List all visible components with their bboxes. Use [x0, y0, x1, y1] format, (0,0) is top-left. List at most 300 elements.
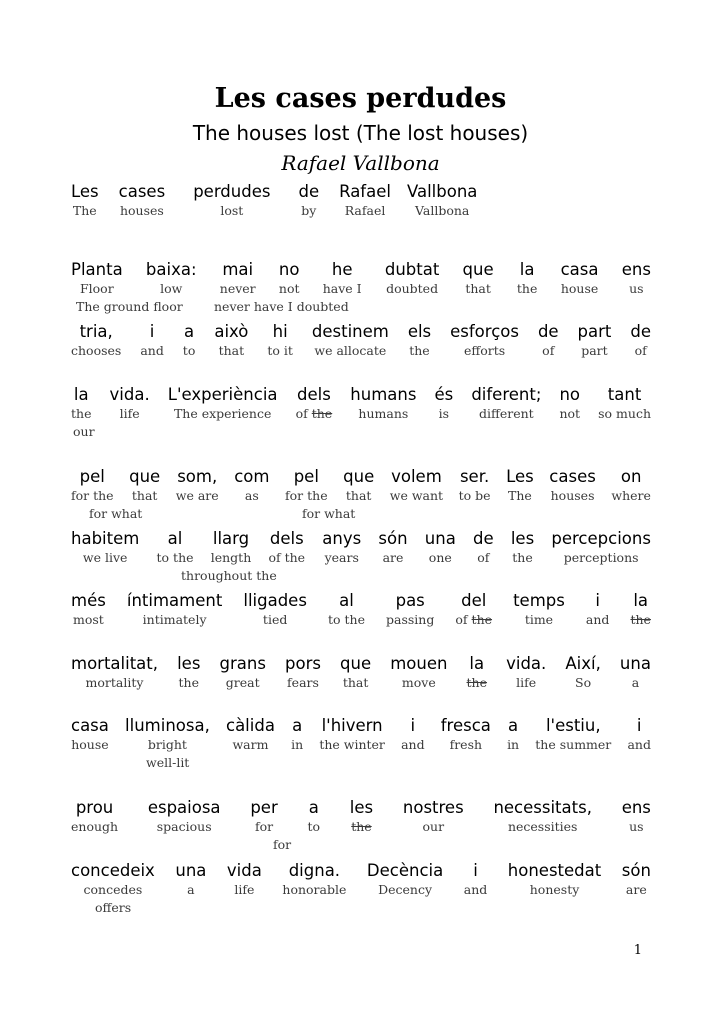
word-pair — [622, 798, 651, 835]
word-pair — [291, 716, 303, 753]
english-gloss: and — [401, 737, 425, 752]
word-pair — [148, 798, 221, 835]
english-gloss — [351, 818, 371, 835]
english-gloss: low — [160, 281, 183, 296]
english-gloss: life — [516, 675, 537, 690]
english-gloss: most — [73, 612, 104, 627]
catalan-word: casa — [560, 260, 599, 279]
word-pair — [214, 322, 248, 359]
catalan-word: lluminosa, — [125, 716, 210, 735]
english-gloss: houses — [119, 203, 164, 218]
catalan-word: a — [508, 716, 519, 735]
word-pair — [622, 861, 651, 898]
catalan-word: Vallbona — [406, 182, 478, 201]
word-pair — [630, 322, 651, 359]
catalan-word: pas — [395, 591, 425, 610]
catalan-word: Les — [71, 182, 99, 201]
page-number: 1 — [633, 943, 642, 958]
english-gloss: necessities — [507, 819, 578, 834]
catalan-word: Així, — [565, 654, 601, 673]
catalan-word: ser. — [459, 467, 490, 486]
word-pair — [586, 591, 610, 628]
interlinear-line — [71, 529, 651, 566]
catalan-word: les — [510, 529, 535, 548]
word-pair — [175, 861, 206, 898]
alternate-gloss: never have I doubted — [214, 299, 349, 314]
catalan-word: esforços — [450, 322, 519, 341]
word-pair — [408, 322, 431, 359]
english-gloss: are — [382, 550, 404, 565]
english-gloss: life — [234, 882, 255, 897]
word-pair — [407, 182, 477, 219]
word-pair — [403, 798, 464, 835]
gloss-struck-text: the — [466, 675, 488, 690]
catalan-word: volem — [391, 467, 442, 486]
word-pair — [350, 385, 416, 422]
english-gloss: and — [463, 882, 488, 897]
catalan-word: la — [633, 591, 649, 610]
english-gloss: we want — [389, 488, 444, 503]
word-pair — [611, 467, 651, 504]
catalan-word: vida — [226, 861, 262, 880]
english-gloss: life — [119, 406, 140, 421]
english-gloss: the — [516, 281, 538, 296]
word-pair — [559, 385, 580, 422]
catalan-word: com — [234, 467, 270, 486]
interlinear-line — [71, 591, 651, 628]
english-gloss: bright — [147, 737, 187, 752]
word-pair — [322, 529, 361, 566]
word-pair — [285, 654, 321, 691]
word-pair — [110, 385, 150, 422]
english-gloss: part — [581, 343, 608, 358]
catalan-word: la — [519, 260, 535, 279]
word-pair — [71, 385, 91, 422]
english-gloss: we are — [175, 488, 219, 503]
interlinear-line — [71, 260, 651, 297]
english-gloss: to — [182, 343, 196, 358]
english-gloss — [630, 611, 650, 628]
catalan-word: vida. — [506, 654, 547, 673]
word-pair — [513, 591, 565, 628]
catalan-word: les — [349, 798, 374, 817]
alternate-gloss: our — [73, 424, 95, 439]
english-gloss: never — [219, 281, 256, 296]
word-pair — [285, 467, 328, 504]
english-gloss: mortality — [85, 675, 144, 690]
catalan-word: nostres — [402, 798, 464, 817]
english-gloss: houses — [550, 488, 595, 503]
catalan-word: i — [410, 716, 416, 735]
word-pair — [307, 798, 320, 835]
word-pair — [350, 798, 373, 835]
english-gloss: years — [324, 550, 359, 565]
catalan-word: Rafael — [339, 182, 391, 201]
gloss-text: of — [455, 612, 468, 627]
catalan-word: honestedat — [507, 861, 602, 880]
english-gloss: Floor — [79, 281, 114, 296]
word-pair — [71, 260, 123, 297]
word-pair — [450, 322, 519, 359]
catalan-word: dubtat — [384, 260, 440, 279]
english-gloss: fresh — [449, 737, 483, 752]
word-pair — [506, 654, 546, 691]
english-gloss: where — [611, 488, 651, 503]
catalan-word: mouen — [390, 654, 448, 673]
english-gloss: we allocate — [314, 343, 387, 358]
word-pair — [119, 182, 166, 219]
word-pair — [168, 385, 278, 422]
word-pair — [401, 716, 425, 753]
word-pair — [517, 260, 537, 297]
english-gloss: of — [542, 343, 555, 358]
catalan-word: de — [298, 182, 320, 201]
catalan-word: això — [214, 322, 249, 341]
word-pair — [551, 529, 651, 566]
catalan-word: no — [559, 385, 581, 404]
english-gloss: that — [465, 281, 491, 296]
interlinear-line — [71, 182, 651, 219]
english-gloss — [296, 405, 333, 422]
catalan-word: que — [340, 654, 372, 673]
word-pair — [129, 467, 160, 504]
word-pair — [343, 467, 374, 504]
catalan-word: L'experiència — [167, 385, 278, 404]
english-gloss: spacious — [156, 819, 212, 834]
catalan-word: l'estiu, — [545, 716, 601, 735]
word-pair — [71, 529, 139, 566]
catalan-word: Decència — [366, 861, 444, 880]
alternate-gloss: throughout the — [181, 568, 277, 583]
word-pair — [390, 654, 447, 691]
catalan-word: mortalitat, — [71, 654, 158, 673]
word-pair — [71, 467, 114, 504]
catalan-word: Les — [506, 467, 534, 486]
english-gloss: the — [409, 343, 430, 358]
english-gloss: we live — [82, 550, 128, 565]
word-pair — [296, 385, 333, 422]
word-pair — [508, 861, 601, 898]
word-pair — [157, 529, 194, 566]
english-gloss: to the — [156, 550, 194, 565]
catalan-word: al — [167, 529, 183, 548]
gloss-struck-text: the — [630, 612, 651, 627]
word-pair — [386, 591, 434, 628]
word-pair — [471, 385, 541, 422]
english-gloss: of — [634, 343, 647, 358]
english-gloss: the — [71, 406, 92, 421]
english-gloss — [467, 674, 487, 691]
catalan-word: destinem — [311, 322, 389, 341]
catalan-word: són — [621, 861, 651, 880]
english-gloss: Vallbona — [415, 203, 470, 218]
catalan-word: lligades — [243, 591, 307, 610]
english-gloss: that — [345, 488, 372, 503]
catalan-word: que — [129, 467, 161, 486]
english-gloss: us — [629, 819, 644, 834]
word-pair — [243, 591, 307, 628]
english-gloss: and — [627, 737, 651, 752]
catalan-word: perdudes — [193, 182, 271, 201]
document-subtitle: The houses lost (The lost houses) — [192, 121, 529, 145]
word-pair — [267, 322, 293, 359]
catalan-word: vida. — [109, 385, 150, 404]
english-gloss: fears — [287, 675, 319, 690]
english-gloss: humans — [358, 406, 409, 421]
catalan-word: una — [619, 654, 651, 673]
interlinear-line — [71, 385, 651, 422]
word-pair — [441, 716, 491, 753]
word-pair — [627, 716, 651, 753]
word-pair — [620, 654, 651, 691]
catalan-word: i — [636, 716, 642, 735]
word-pair — [71, 591, 106, 628]
word-pair — [464, 861, 488, 898]
english-gloss: not — [278, 281, 300, 296]
catalan-word: i — [149, 322, 155, 341]
alternate-gloss: for what — [89, 506, 143, 521]
catalan-word: i — [473, 861, 478, 880]
catalan-word: mai — [222, 260, 254, 279]
word-pair — [535, 716, 611, 753]
english-gloss: one — [428, 550, 452, 565]
catalan-word: càlida — [226, 716, 275, 735]
english-gloss: a — [187, 882, 195, 897]
gloss-struck-text: the — [351, 819, 372, 834]
catalan-word: temps — [513, 591, 565, 610]
english-gloss: concedes — [83, 882, 143, 897]
word-pair — [598, 385, 651, 422]
word-pair — [473, 529, 494, 566]
english-gloss: for the — [71, 488, 114, 503]
catalan-word: percepcions — [551, 529, 651, 548]
catalan-word: necessitats, — [493, 798, 592, 817]
english-gloss: by — [301, 203, 317, 218]
catalan-word: la — [469, 654, 485, 673]
english-gloss: and — [585, 612, 610, 627]
word-pair — [226, 716, 275, 753]
catalan-word: de — [630, 322, 651, 341]
catalan-word: al — [339, 591, 354, 610]
word-pair — [506, 467, 534, 504]
catalan-word: habitem — [71, 529, 140, 548]
catalan-word: fresca — [440, 716, 491, 735]
word-pair — [71, 861, 155, 898]
interlinear-line — [71, 861, 651, 898]
english-gloss: different — [478, 406, 534, 421]
catalan-word: pel — [79, 467, 105, 486]
word-pair — [125, 716, 210, 753]
catalan-word: concedeix — [71, 861, 155, 880]
word-pair — [511, 529, 534, 566]
english-gloss: The — [72, 203, 97, 218]
catalan-word: les — [177, 654, 201, 673]
word-pair — [298, 182, 319, 219]
catalan-word: són — [378, 529, 408, 548]
word-pair — [71, 716, 109, 753]
catalan-word: que — [462, 260, 494, 279]
alternate-gloss: offers — [95, 900, 132, 915]
catalan-word: i — [595, 591, 600, 610]
alternate-gloss: for — [273, 837, 292, 852]
catalan-word: dels — [269, 529, 304, 548]
english-gloss: so much — [598, 406, 651, 421]
word-pair — [268, 529, 305, 566]
english-gloss: house — [71, 737, 109, 752]
catalan-word: és — [434, 385, 454, 404]
english-gloss: of — [477, 550, 490, 565]
english-gloss: for the — [285, 488, 328, 503]
english-gloss: chooses — [71, 343, 122, 358]
word-pair — [183, 322, 196, 359]
english-gloss: intimately — [142, 612, 207, 627]
catalan-word: la — [73, 385, 89, 404]
word-pair — [339, 182, 391, 219]
catalan-word: del — [461, 591, 487, 610]
english-gloss: us — [629, 281, 644, 296]
word-pair — [146, 260, 197, 297]
word-pair — [323, 260, 362, 297]
english-gloss: as — [244, 488, 259, 503]
catalan-word: Planta — [71, 260, 123, 279]
english-gloss: enough — [71, 819, 119, 834]
english-gloss: and — [140, 343, 164, 358]
english-gloss: in — [291, 737, 304, 752]
english-gloss: that — [131, 488, 158, 503]
word-pair — [127, 591, 222, 628]
word-pair — [549, 467, 596, 504]
catalan-word: llarg — [212, 529, 250, 548]
word-pair — [282, 861, 346, 898]
english-gloss: So — [575, 675, 592, 690]
word-pair — [71, 654, 158, 691]
english-gloss: time — [524, 612, 554, 627]
english-gloss: house — [560, 281, 599, 296]
english-gloss: lost — [220, 203, 244, 218]
catalan-word: som, — [177, 467, 218, 486]
word-pair — [71, 182, 99, 219]
english-gloss: honorable — [282, 882, 347, 897]
catalan-word: l'hivern — [321, 716, 383, 735]
word-pair — [234, 467, 269, 504]
english-gloss: the winter — [319, 737, 385, 752]
catalan-word: ens — [621, 798, 651, 817]
word-pair — [319, 716, 385, 753]
catalan-word: anys — [322, 529, 362, 548]
catalan-word: digna. — [288, 861, 341, 880]
word-pair — [459, 467, 491, 504]
catalan-word: una — [424, 529, 456, 548]
english-gloss: have I — [322, 281, 362, 296]
english-gloss: length — [210, 550, 252, 565]
english-gloss: to it — [267, 343, 293, 358]
catalan-word: per — [250, 798, 278, 817]
alternate-gloss: well-lit — [146, 755, 190, 770]
catalan-word: he — [331, 260, 353, 279]
english-gloss: Decency — [378, 882, 433, 897]
catalan-word: a — [308, 798, 319, 817]
english-gloss: in — [507, 737, 520, 752]
catalan-word: pors — [285, 654, 321, 673]
word-pair — [279, 260, 300, 297]
word-pair — [211, 529, 252, 566]
english-gloss: to — [307, 819, 321, 834]
word-pair — [467, 654, 487, 691]
english-gloss: warm — [232, 737, 269, 752]
word-pair — [140, 322, 164, 359]
english-gloss: passing — [386, 612, 435, 627]
catalan-word: grans — [219, 654, 266, 673]
english-gloss: perceptions — [563, 550, 639, 565]
word-pair — [193, 182, 270, 219]
english-gloss: tied — [262, 612, 288, 627]
catalan-word: part — [577, 322, 612, 341]
word-pair — [176, 467, 219, 504]
catalan-word: casa — [71, 716, 109, 735]
word-pair — [463, 260, 494, 297]
word-pair — [312, 322, 389, 359]
english-gloss: are — [625, 882, 647, 897]
interlinear-line — [71, 467, 651, 504]
catalan-word: ens — [621, 260, 651, 279]
interlinear-line — [71, 716, 651, 753]
catalan-word: cases — [118, 182, 166, 201]
english-gloss: the summer — [535, 737, 612, 752]
catalan-word: espaiosa — [147, 798, 221, 817]
word-pair — [390, 467, 443, 504]
english-gloss: is — [438, 406, 450, 421]
alternate-gloss: The ground floor — [76, 299, 183, 314]
english-gloss: efforts — [463, 343, 506, 358]
word-pair — [507, 716, 519, 753]
word-pair — [378, 529, 407, 566]
english-gloss: honesty — [529, 882, 580, 897]
word-pair — [622, 260, 651, 297]
interlinear-line — [71, 322, 651, 359]
word-pair — [561, 260, 599, 297]
word-pair — [630, 591, 650, 628]
english-gloss: for — [254, 819, 274, 834]
english-gloss: The experience — [173, 406, 272, 421]
word-pair — [71, 798, 118, 835]
catalan-word: dels — [297, 385, 331, 404]
word-pair — [493, 798, 592, 835]
catalan-word: pel — [293, 467, 319, 486]
english-gloss: not — [559, 406, 581, 421]
catalan-word: una — [175, 861, 207, 880]
catalan-word: prou — [75, 798, 114, 817]
catalan-word: hi — [272, 322, 288, 341]
word-pair — [425, 529, 456, 566]
word-pair — [435, 385, 454, 422]
catalan-word: de — [537, 322, 559, 341]
catalan-word: a — [184, 322, 195, 341]
word-pair — [220, 654, 266, 691]
catalan-word: diferent; — [471, 385, 542, 404]
english-gloss: that — [342, 675, 369, 690]
english-gloss: of the — [268, 550, 306, 565]
word-pair — [578, 322, 612, 359]
english-gloss: Rafael — [344, 203, 386, 218]
english-gloss: move — [401, 675, 436, 690]
word-pair — [71, 322, 121, 359]
english-gloss: to the — [327, 612, 365, 627]
english-gloss: doubted — [386, 281, 439, 296]
catalan-word: humans — [350, 385, 417, 404]
word-pair — [177, 654, 200, 691]
catalan-word: tria, — [79, 322, 113, 341]
catalan-word: cases — [549, 467, 596, 486]
